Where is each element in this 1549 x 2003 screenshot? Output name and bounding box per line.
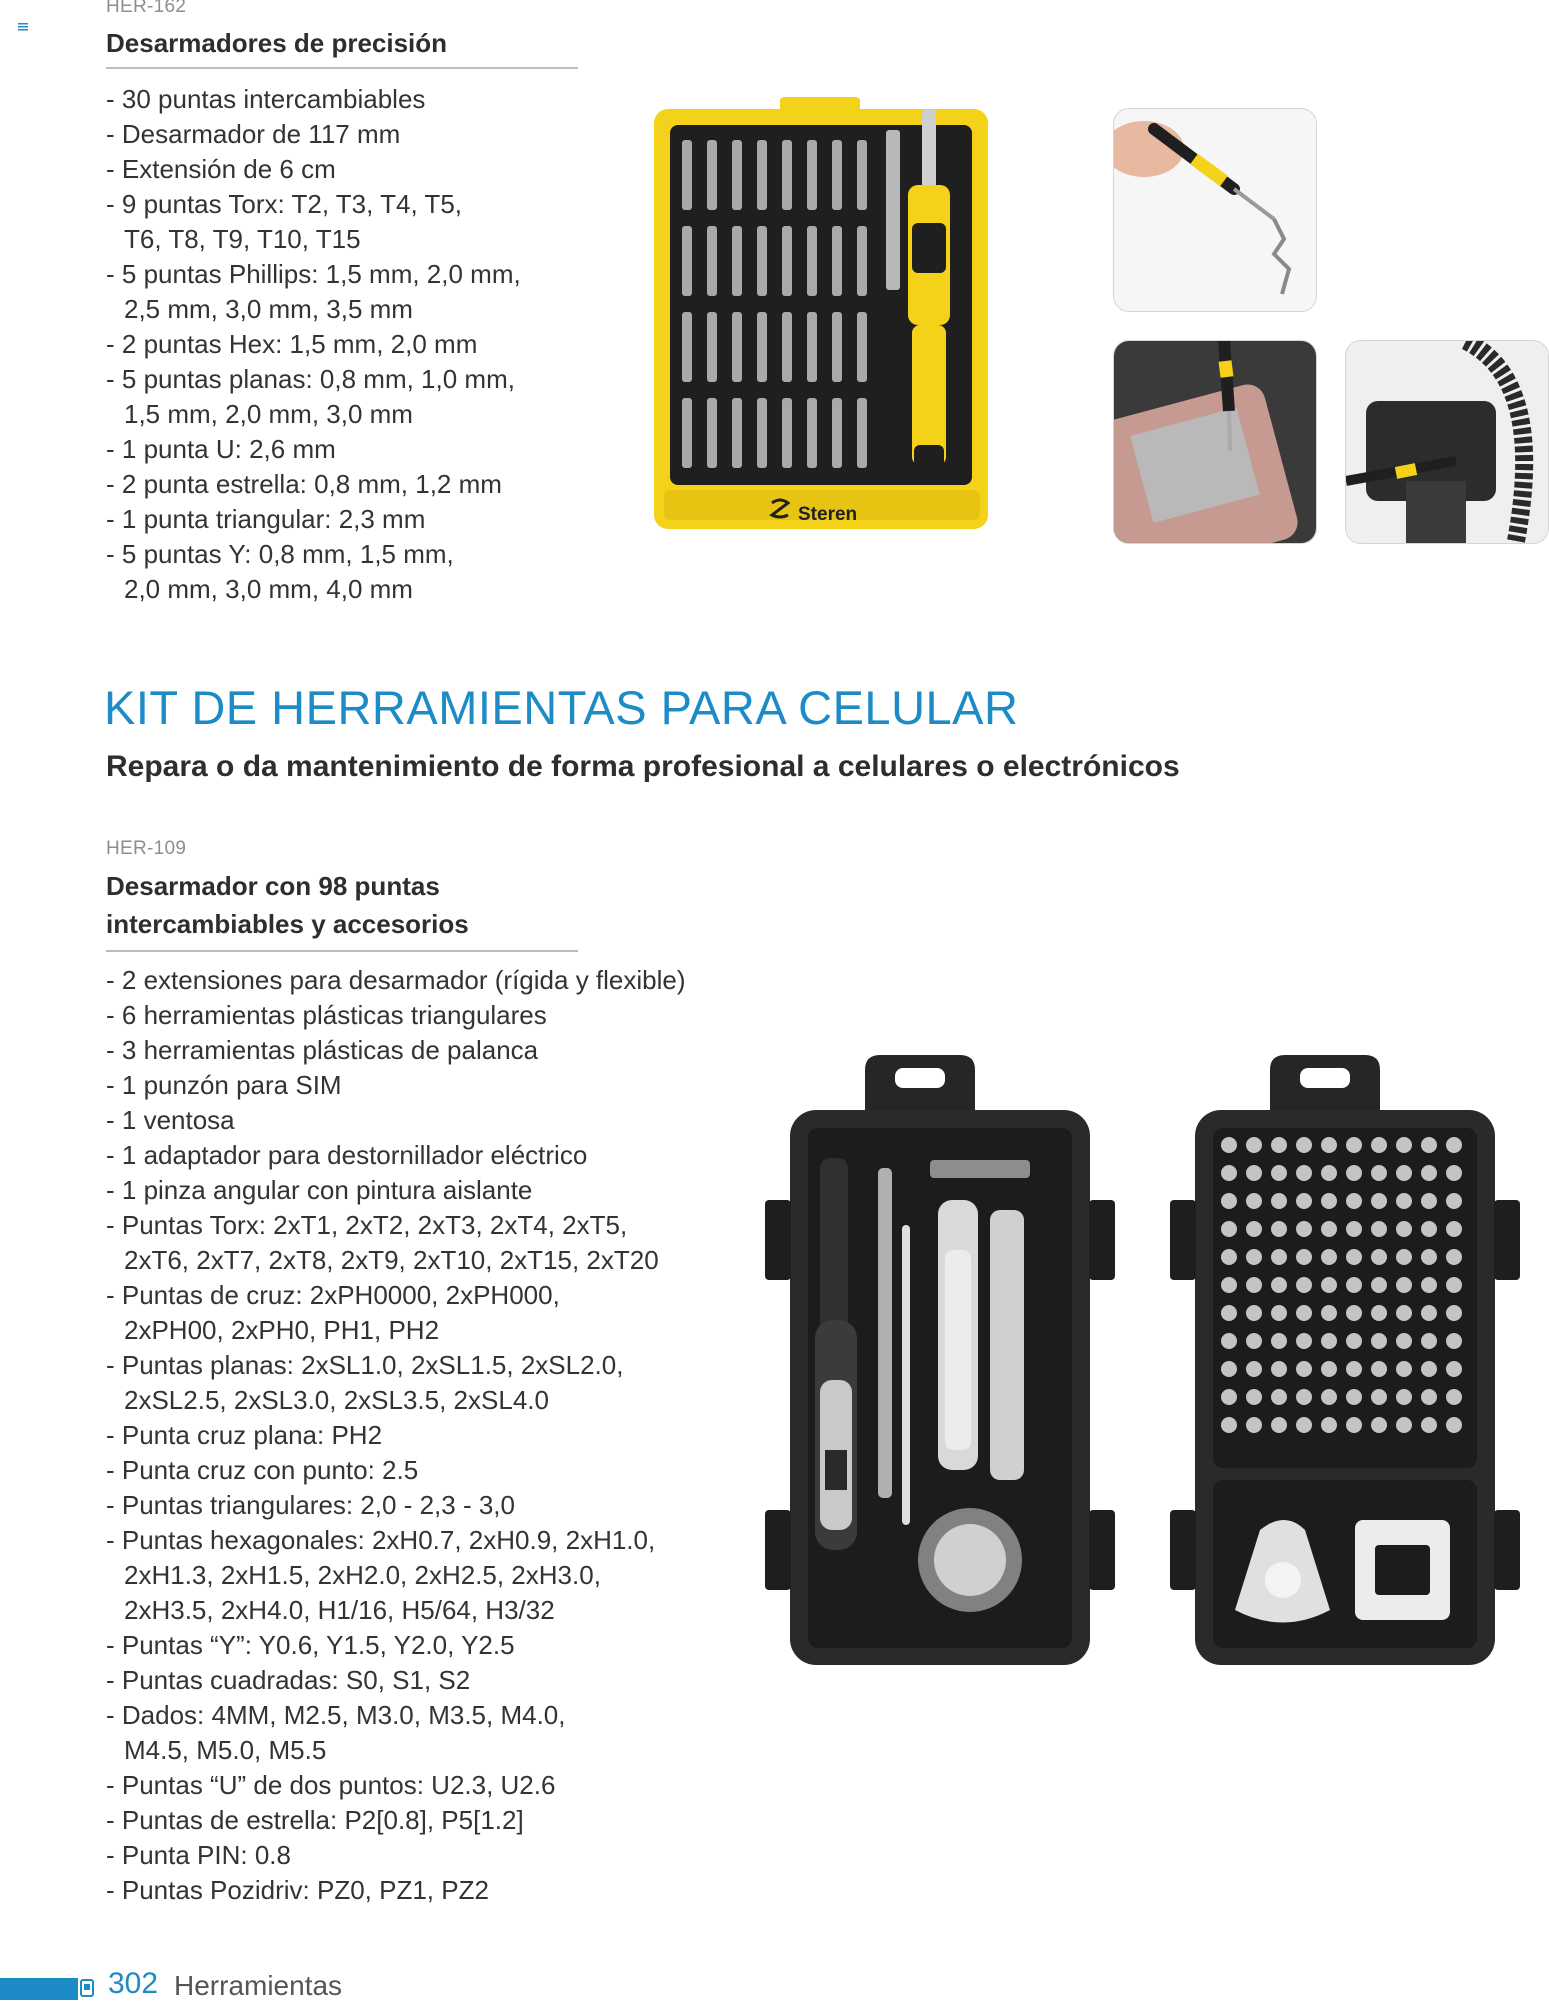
spec-item bbox=[106, 1768, 686, 1803]
spec-line-continued: 2,5 mm, 3,0 mm, 3,5 mm bbox=[124, 294, 413, 324]
bit-slot bbox=[1221, 1221, 1237, 1237]
bit-slot bbox=[1271, 1165, 1287, 1181]
spec-item bbox=[106, 1208, 686, 1278]
bit-slot bbox=[1446, 1305, 1462, 1321]
bit-slot bbox=[1446, 1137, 1462, 1153]
spec-line-continued: M4.5, M5.0, M5.5 bbox=[124, 1735, 327, 1765]
spec-item bbox=[106, 1663, 686, 1698]
bit-slot bbox=[1221, 1193, 1237, 1209]
bit-slot bbox=[857, 398, 867, 468]
spec-line: - 1 ventosa bbox=[106, 1105, 235, 1135]
spec-item bbox=[106, 362, 521, 432]
spec-item bbox=[106, 82, 521, 117]
bit-slot bbox=[1321, 1389, 1337, 1405]
spec-item bbox=[106, 963, 686, 998]
bit-slot bbox=[1346, 1333, 1362, 1349]
spec-item bbox=[106, 1033, 686, 1068]
spec-item bbox=[106, 1838, 686, 1873]
bit-slot bbox=[1446, 1389, 1462, 1405]
spec-item bbox=[106, 327, 521, 362]
bit-slot bbox=[1396, 1305, 1412, 1321]
spec-line-continued: 2,0 mm, 3,0 mm, 4,0 mm bbox=[124, 574, 413, 604]
spec-item bbox=[106, 467, 521, 502]
bit-slot bbox=[1396, 1249, 1412, 1265]
spec-line: - Puntas Torx: 2xT1, 2xT2, 2xT3, 2xT4, 2xT5, bbox=[106, 1210, 628, 1240]
spec-item bbox=[106, 1278, 686, 1348]
spec-line: - 3 herramientas plásticas de palanca bbox=[106, 1035, 539, 1065]
spec-line: - 5 puntas Y: 0,8 mm, 1,5 mm, bbox=[106, 539, 454, 569]
bit-slot bbox=[1346, 1361, 1362, 1377]
spec-line-continued: 2xSL2.5, 2xSL3.0, 2xSL3.5, 2xSL4.0 bbox=[124, 1385, 549, 1415]
bit-slot bbox=[1321, 1193, 1337, 1209]
bit-slot bbox=[1371, 1305, 1387, 1321]
bit-slot bbox=[1321, 1249, 1337, 1265]
bit-slot bbox=[1271, 1333, 1287, 1349]
title-divider bbox=[106, 67, 578, 69]
spec-line: - Dados: 4MM, M2.5, M3.0, M3.5, M4.0, bbox=[106, 1700, 566, 1730]
spec-item bbox=[106, 502, 521, 537]
bit-slot bbox=[1371, 1389, 1387, 1405]
bit-slot bbox=[1396, 1221, 1412, 1237]
spec-item bbox=[106, 1873, 686, 1908]
page-number: 302 bbox=[108, 1967, 159, 2000]
spec-line: - Punta cruz plana: PH2 bbox=[106, 1420, 383, 1450]
bit-slot bbox=[1346, 1137, 1362, 1153]
spec-line: - Puntas Pozidriv: PZ0, PZ1, PZ2 bbox=[106, 1875, 489, 1905]
bit-slot bbox=[1296, 1333, 1312, 1349]
bit-slot bbox=[1396, 1417, 1412, 1433]
bit-slot bbox=[1371, 1361, 1387, 1377]
bit-slot bbox=[1421, 1361, 1437, 1377]
spec-item bbox=[106, 537, 521, 607]
bit-slot bbox=[1271, 1193, 1287, 1209]
bit-slot bbox=[1421, 1249, 1437, 1265]
bit-slot bbox=[1296, 1389, 1312, 1405]
bit-slot bbox=[707, 398, 717, 468]
spec-item bbox=[106, 1523, 686, 1628]
bit-slot bbox=[1221, 1333, 1237, 1349]
bit-slot bbox=[1296, 1221, 1312, 1237]
bit-slot bbox=[782, 312, 792, 382]
spec-line: - 6 herramientas plásticas triangulares bbox=[106, 1000, 547, 1030]
bit-slot bbox=[682, 226, 692, 296]
bit-slot bbox=[1371, 1333, 1387, 1349]
spec-line-continued: T6, T8, T9, T10, T15 bbox=[124, 224, 361, 254]
bit-slot bbox=[757, 226, 767, 296]
bit-slot bbox=[707, 226, 717, 296]
bit-slot bbox=[1221, 1277, 1237, 1293]
bit-slot bbox=[1221, 1417, 1237, 1433]
product-title-line2: intercambiables y accesorios bbox=[106, 909, 469, 939]
bit-slot bbox=[782, 226, 792, 296]
bit-slot bbox=[1371, 1193, 1387, 1209]
bit-slot bbox=[1396, 1193, 1412, 1209]
bit-slot bbox=[682, 140, 692, 210]
bit-slot bbox=[1346, 1305, 1362, 1321]
usage-photo-device bbox=[1345, 340, 1549, 544]
bit-slot bbox=[1396, 1333, 1412, 1349]
bit-slot bbox=[1421, 1389, 1437, 1405]
bit-slot bbox=[1446, 1333, 1462, 1349]
bit-slot bbox=[1221, 1305, 1237, 1321]
bit-slot bbox=[1221, 1165, 1237, 1181]
bit-slot bbox=[1271, 1249, 1287, 1265]
bit-slot bbox=[1271, 1137, 1287, 1153]
bit-slot bbox=[1396, 1165, 1412, 1181]
bit-slot bbox=[1246, 1361, 1262, 1377]
spec-line-continued: 2xPH00, 2xPH0, PH1, PH2 bbox=[124, 1315, 440, 1345]
brand-logo: Steren bbox=[798, 504, 858, 525]
bit-slot bbox=[1396, 1361, 1412, 1377]
bit-slot bbox=[807, 398, 817, 468]
bit-slot bbox=[682, 398, 692, 468]
spec-item bbox=[106, 1138, 686, 1173]
spec-item bbox=[106, 1803, 686, 1838]
spec-item bbox=[106, 187, 521, 257]
bit-slot bbox=[707, 312, 717, 382]
bit-slot bbox=[1246, 1305, 1262, 1321]
menu-icon[interactable] bbox=[18, 18, 28, 26]
bit-slot bbox=[1271, 1361, 1287, 1377]
bit-slot bbox=[807, 312, 817, 382]
bit-slot bbox=[857, 140, 867, 210]
product-title-line1: Desarmador con 98 puntas bbox=[106, 871, 440, 901]
bit-slot bbox=[1321, 1305, 1337, 1321]
spec-line: - Puntas de cruz: 2xPH0000, 2xPH000, bbox=[106, 1280, 560, 1310]
bit-slot bbox=[1396, 1277, 1412, 1293]
spec-line: - Puntas de estrella: P2[0.8], P5[1.2] bbox=[106, 1805, 524, 1835]
bit-slot bbox=[832, 226, 842, 296]
spec-item bbox=[106, 1453, 686, 1488]
bit-slot bbox=[1346, 1193, 1362, 1209]
bit-slot bbox=[1246, 1249, 1262, 1265]
bit-slot bbox=[1221, 1137, 1237, 1153]
bit-slot bbox=[732, 226, 742, 296]
bit-slot bbox=[1296, 1417, 1312, 1433]
spec-item bbox=[106, 1698, 686, 1768]
spec-line: - 1 punta U: 2,6 mm bbox=[106, 434, 336, 464]
bit-slot bbox=[1271, 1277, 1287, 1293]
bit-slot bbox=[1296, 1305, 1312, 1321]
bit-slot bbox=[1421, 1305, 1437, 1321]
bit-slot bbox=[1346, 1165, 1362, 1181]
bit-slot bbox=[1296, 1137, 1312, 1153]
bit-slot bbox=[1246, 1333, 1262, 1349]
bit-slot bbox=[1421, 1193, 1437, 1209]
bit-slot bbox=[1296, 1249, 1312, 1265]
bit-slot bbox=[1271, 1417, 1287, 1433]
spec-line: - Puntas triangulares: 2,0 - 2,3 - 3,0 bbox=[106, 1490, 515, 1520]
product-image-98-bit-kit bbox=[760, 1050, 1520, 1670]
product-image-precision-kit bbox=[650, 95, 995, 547]
bit-slot bbox=[1421, 1165, 1437, 1181]
bit-slot bbox=[1346, 1277, 1362, 1293]
spec-line: - 9 puntas Torx: T2, T3, T4, T5, bbox=[106, 189, 463, 219]
spec-line-continued: 1,5 mm, 2,0 mm, 3,0 mm bbox=[124, 399, 413, 429]
spec-line: - Puntas planas: 2xSL1.0, 2xSL1.5, 2xSL2.0, bbox=[106, 1350, 624, 1380]
spec-line: - Puntas hexagonales: 2xH0.7, 2xH0.9, 2xH1.0, bbox=[106, 1525, 656, 1555]
bit-slot bbox=[857, 312, 867, 382]
bit-slot bbox=[1321, 1277, 1337, 1293]
bit-slot bbox=[1371, 1249, 1387, 1265]
product-code: HER-109 bbox=[106, 838, 187, 859]
spec-line-continued: 2xH1.3, 2xH1.5, 2xH2.0, 2xH2.5, 2xH3.0, bbox=[124, 1560, 601, 1590]
bit-slot bbox=[1296, 1165, 1312, 1181]
usage-photo-hand bbox=[1113, 108, 1317, 312]
spec-line: - Punta cruz con punto: 2.5 bbox=[106, 1455, 419, 1485]
bit-slot bbox=[1321, 1361, 1337, 1377]
bit-slot bbox=[1346, 1249, 1362, 1265]
spec-item bbox=[106, 117, 521, 152]
bit-slot bbox=[1246, 1389, 1262, 1405]
spec-line: - 2 punta estrella: 0,8 mm, 1,2 mm bbox=[106, 469, 502, 499]
bit-slot bbox=[1321, 1417, 1337, 1433]
spec-list bbox=[106, 82, 521, 607]
spec-line: - Extensión de 6 cm bbox=[106, 154, 336, 184]
bit-slot bbox=[1446, 1277, 1462, 1293]
bit-slot bbox=[757, 140, 767, 210]
spec-line: - 5 puntas planas: 0,8 mm, 1,0 mm, bbox=[106, 364, 515, 394]
bit-slot bbox=[1421, 1417, 1437, 1433]
bit-slot bbox=[1371, 1221, 1387, 1237]
bit-slot bbox=[1221, 1249, 1237, 1265]
spec-line: - 1 punzón para SIM bbox=[106, 1070, 342, 1100]
bit-slot bbox=[1321, 1137, 1337, 1153]
spec-item bbox=[106, 1103, 686, 1138]
spec-item bbox=[106, 1068, 686, 1103]
bit-slot bbox=[1271, 1389, 1287, 1405]
title-divider bbox=[106, 950, 578, 952]
bit-slot bbox=[782, 398, 792, 468]
bit-slot bbox=[682, 312, 692, 382]
spec-item bbox=[106, 1173, 686, 1208]
bit-slot bbox=[1446, 1361, 1462, 1377]
bit-slot bbox=[1296, 1193, 1312, 1209]
spec-item bbox=[106, 1418, 686, 1453]
bit-slot bbox=[1246, 1193, 1262, 1209]
spec-list bbox=[106, 963, 686, 1908]
spec-line-continued: 2xH3.5, 2xH4.0, H1/16, H5/64, H3/32 bbox=[124, 1595, 555, 1625]
bit-slot bbox=[1246, 1277, 1262, 1293]
spec-line: - 30 puntas intercambiables bbox=[106, 84, 426, 114]
bit-slot bbox=[1446, 1165, 1462, 1181]
bit-slot bbox=[732, 312, 742, 382]
spec-item bbox=[106, 1348, 686, 1418]
bit-slot bbox=[1221, 1389, 1237, 1405]
bit-slot bbox=[1346, 1389, 1362, 1405]
bit-slot bbox=[857, 226, 867, 296]
bit-slot bbox=[1371, 1165, 1387, 1181]
bit-slot bbox=[832, 312, 842, 382]
bit-slot bbox=[1371, 1137, 1387, 1153]
bit-slot bbox=[1446, 1417, 1462, 1433]
bit-slot bbox=[757, 312, 767, 382]
bit-slot bbox=[1421, 1333, 1437, 1349]
bit-slot bbox=[1446, 1249, 1462, 1265]
spec-line: - 1 pinza angular con pintura aislante bbox=[106, 1175, 533, 1205]
spec-item bbox=[106, 152, 521, 187]
spec-line: - Puntas “U” de dos puntos: U2.3, U2.6 bbox=[106, 1770, 556, 1800]
bit-slot bbox=[707, 140, 717, 210]
spec-line: - Desarmador de 117 mm bbox=[106, 119, 401, 149]
bit-slot bbox=[1321, 1333, 1337, 1349]
bit-slot bbox=[832, 398, 842, 468]
bit-slot bbox=[807, 140, 817, 210]
bit-slot bbox=[1321, 1165, 1337, 1181]
bit-slot bbox=[1296, 1277, 1312, 1293]
bit-slot bbox=[1321, 1221, 1337, 1237]
bit-slot bbox=[832, 140, 842, 210]
bit-slot bbox=[807, 226, 817, 296]
bit-slot bbox=[1346, 1221, 1362, 1237]
bit-slot bbox=[1271, 1305, 1287, 1321]
spec-item bbox=[106, 432, 521, 467]
product-title: Desarmadores de precisión bbox=[106, 28, 448, 58]
bit-slot bbox=[1396, 1389, 1412, 1405]
bit-slot bbox=[1246, 1165, 1262, 1181]
bit-slot bbox=[732, 398, 742, 468]
bit-slot bbox=[1296, 1361, 1312, 1377]
bit-slot bbox=[1396, 1137, 1412, 1153]
bit-slot bbox=[1246, 1137, 1262, 1153]
bit-slot bbox=[1346, 1417, 1362, 1433]
spec-item bbox=[106, 998, 686, 1033]
spec-line: - Punta PIN: 0.8 bbox=[106, 1840, 291, 1870]
bit-slot bbox=[1246, 1221, 1262, 1237]
footer-category: Herramientas bbox=[174, 1970, 343, 2001]
spec-line: - 5 puntas Phillips: 1,5 mm, 2,0 mm, bbox=[106, 259, 521, 289]
bit-slot bbox=[1371, 1277, 1387, 1293]
spec-item bbox=[106, 1488, 686, 1523]
bit-slot bbox=[1421, 1137, 1437, 1153]
bit-slot bbox=[1421, 1277, 1437, 1293]
bit-slot bbox=[1446, 1193, 1462, 1209]
bit-slot bbox=[782, 140, 792, 210]
bit-slot bbox=[1221, 1361, 1237, 1377]
bit-slot bbox=[1271, 1221, 1287, 1237]
spec-line: - Puntas “Y”: Y0.6, Y1.5, Y2.0, Y2.5 bbox=[106, 1630, 515, 1660]
bit-slot bbox=[757, 398, 767, 468]
spec-item bbox=[106, 1628, 686, 1663]
spec-line-continued: 2xT6, 2xT7, 2xT8, 2xT9, 2xT10, 2xT15, 2xT20 bbox=[124, 1245, 659, 1275]
bit-slot bbox=[732, 140, 742, 210]
spec-line: - 2 extensiones para desarmador (rígida y flexible) bbox=[106, 965, 686, 995]
catalog-icon bbox=[80, 1978, 94, 1998]
bit-slot bbox=[1371, 1417, 1387, 1433]
product-code: HER-162 bbox=[106, 0, 187, 17]
section-title: KIT DE HERRAMIENTAS PARA CELULAR bbox=[104, 681, 1019, 734]
usage-photo-phone bbox=[1113, 340, 1317, 544]
spec-line: - Puntas cuadradas: S0, S1, S2 bbox=[106, 1665, 471, 1695]
spec-line: - 2 puntas Hex: 1,5 mm, 2,0 mm bbox=[106, 329, 478, 359]
spec-line: - 1 punta triangular: 2,3 mm bbox=[106, 504, 426, 534]
footer-bar bbox=[0, 1978, 78, 2000]
bit-slot bbox=[1246, 1417, 1262, 1433]
spec-item bbox=[106, 257, 521, 327]
section-subtitle: Repara o da mantenimiento de forma profesional a celulares o electrónicos bbox=[106, 750, 1180, 783]
bit-slot bbox=[1421, 1221, 1437, 1237]
spec-line: - 1 adaptador para destornillador eléctrico bbox=[106, 1140, 588, 1170]
bit-slot bbox=[1446, 1221, 1462, 1237]
